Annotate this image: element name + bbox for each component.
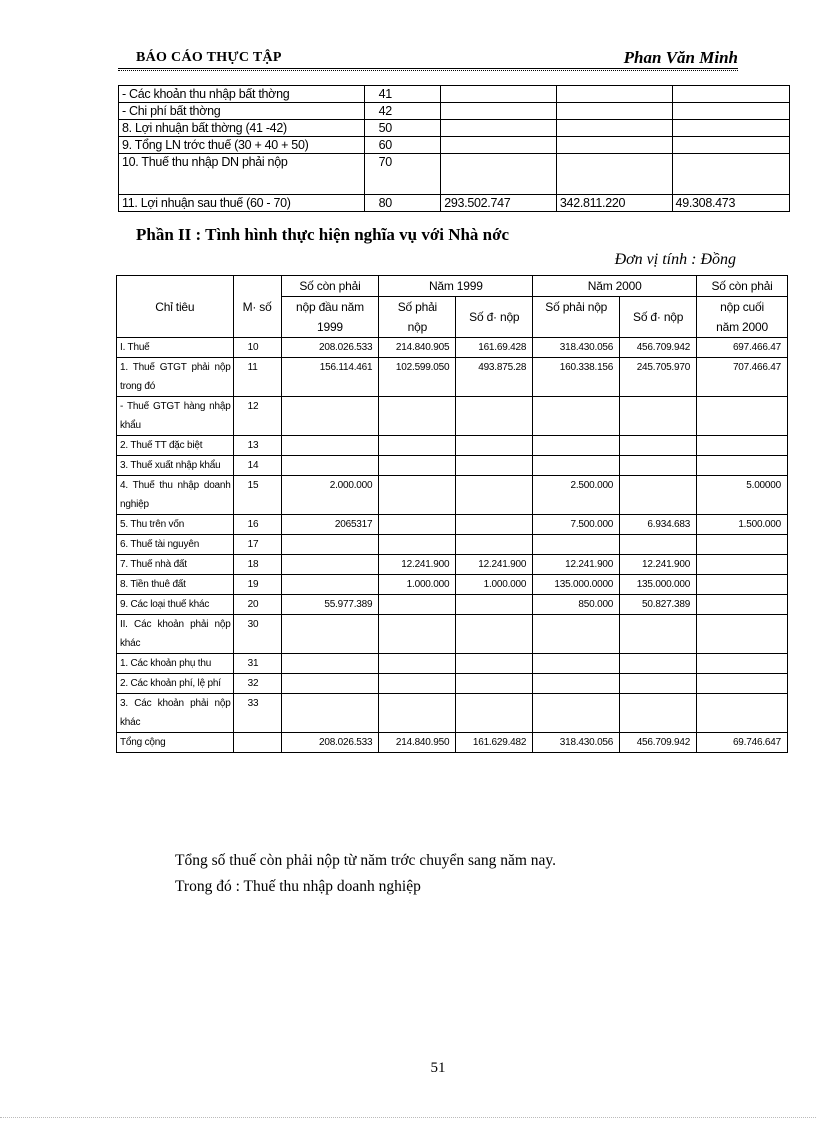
value-cell: 49.308.473	[672, 195, 789, 212]
value-cell: 1.000.000	[379, 575, 456, 595]
value-cell: 214.840.950	[379, 733, 456, 753]
value-cell: 493.875.28	[456, 358, 533, 397]
row-label: 9. Tổng LN trớc thuế (30 + 40 + 50)	[119, 137, 365, 154]
value-cell	[456, 476, 533, 515]
value-cell	[620, 456, 697, 476]
table-row	[117, 615, 788, 654]
value-cell: 12.241.900	[533, 555, 620, 575]
table-row	[117, 694, 788, 733]
value-cell: 208.026.533	[281, 338, 379, 358]
value-cell: 135.000.000	[620, 575, 697, 595]
value-cell: 12.241.900	[620, 555, 697, 575]
row-code: 18	[233, 555, 281, 575]
value-cell: 245.705.970	[620, 358, 697, 397]
header-payable-1999: nộp	[379, 317, 456, 338]
table-row	[117, 654, 788, 674]
row-code: 31	[233, 654, 281, 674]
value-cell: 161.629.482	[456, 733, 533, 753]
value-cell	[697, 555, 788, 575]
row-code: 33	[233, 694, 281, 733]
value-cell: 456.709.942	[620, 338, 697, 358]
footer-divider	[0, 1117, 816, 1118]
table-row	[117, 476, 788, 515]
value-cell	[697, 694, 788, 733]
value-cell	[533, 674, 620, 694]
value-cell	[620, 674, 697, 694]
value-cell	[556, 137, 672, 154]
income-statement-table	[118, 85, 790, 212]
value-cell: 1.500.000	[697, 515, 788, 535]
value-cell	[379, 436, 456, 456]
header-remaining-start: Số còn phải	[281, 276, 379, 297]
header-payable-1999: Số phải	[379, 297, 456, 318]
row-code: 13	[233, 436, 281, 456]
row-label: 1. Thuế GTGT phải nộp trong đó	[117, 358, 234, 397]
row-code: 12	[233, 397, 281, 436]
value-cell: 214.840.905	[379, 338, 456, 358]
row-label: 3. Các khoản phải nộp khác	[117, 694, 234, 733]
value-cell: 156.114.461	[281, 358, 379, 397]
row-code: 17	[233, 535, 281, 555]
table-row	[117, 397, 788, 436]
table-row	[117, 515, 788, 535]
row-code: 20	[233, 595, 281, 615]
header-code: M· số	[233, 276, 281, 338]
value-cell	[281, 555, 379, 575]
row-code: 60	[364, 137, 441, 154]
value-cell: 102.599.050	[379, 358, 456, 397]
value-cell	[697, 595, 788, 615]
note-line: Trong đó : Thuế thu nhập doanh nghiệp	[175, 878, 421, 895]
value-cell: 2.500.000	[533, 476, 620, 515]
value-cell	[672, 103, 789, 120]
row-code: 30	[233, 615, 281, 654]
value-cell	[533, 654, 620, 674]
row-label: 11. Lợi nhuận sau thuế (60 - 70)	[119, 195, 365, 212]
table-row	[117, 436, 788, 456]
header-year-1999: Năm 1999	[379, 276, 533, 297]
value-cell: 318.430.056	[533, 733, 620, 753]
value-cell	[379, 674, 456, 694]
row-label: 7. Thuế nhà đất	[117, 555, 234, 575]
header-year-2000: Năm 2000	[533, 276, 697, 297]
table-row	[119, 86, 790, 103]
value-cell: 208.026.533	[281, 733, 379, 753]
value-cell	[672, 137, 789, 154]
value-cell	[697, 456, 788, 476]
table-row	[119, 120, 790, 137]
row-label: 6. Thuế tài nguyên	[117, 535, 234, 555]
value-cell	[697, 575, 788, 595]
value-cell	[281, 694, 379, 733]
table-row	[119, 103, 790, 120]
value-cell	[379, 595, 456, 615]
value-cell	[379, 535, 456, 555]
table-row	[117, 456, 788, 476]
page-number: 51	[430, 1060, 446, 1076]
value-cell	[379, 476, 456, 515]
header-remaining-start: nộp đầu năm	[281, 297, 379, 318]
value-cell	[620, 615, 697, 654]
value-cell	[281, 436, 379, 456]
tax-obligation-table	[116, 275, 788, 753]
value-cell	[533, 694, 620, 733]
total-row	[117, 733, 788, 753]
table-row	[119, 137, 790, 154]
row-code: 19	[233, 575, 281, 595]
value-cell: 456.709.942	[620, 733, 697, 753]
value-cell: 2065317	[281, 515, 379, 535]
author-name: Phan Văn Minh	[623, 48, 738, 67]
table-row	[117, 338, 788, 358]
value-cell	[281, 535, 379, 555]
header-payable-2000: Số phải nộp	[533, 297, 620, 318]
value-cell: 161.69.428	[456, 338, 533, 358]
value-cell	[556, 154, 672, 195]
table-row	[117, 575, 788, 595]
header-payable-2000-blank	[533, 317, 620, 338]
value-cell	[281, 575, 379, 595]
row-label: 4. Thuế thu nhập doanh nghiệp	[117, 476, 234, 515]
row-label: 2. Thuế TT đặc biệt	[117, 436, 234, 456]
value-cell	[697, 674, 788, 694]
header-remaining-end: năm 2000	[697, 317, 788, 338]
value-cell: 135.000.0000	[533, 575, 620, 595]
row-code: 80	[364, 195, 441, 212]
value-cell	[281, 615, 379, 654]
value-cell: 293.502.747	[441, 195, 557, 212]
unit-label: Đơn vị tính : Đồng	[614, 251, 736, 268]
table-row	[119, 154, 790, 195]
row-code: 41	[364, 86, 441, 103]
value-cell	[697, 535, 788, 555]
table-row	[119, 195, 790, 212]
value-cell	[441, 103, 557, 120]
value-cell	[379, 456, 456, 476]
value-cell: 50.827.389	[620, 595, 697, 615]
value-cell	[556, 103, 672, 120]
row-label: 2. Các khoản phí, lệ phí	[117, 674, 234, 694]
value-cell: 1.000.000	[456, 575, 533, 595]
row-code: 32	[233, 674, 281, 694]
row-label: 8. Lợi nhuận bất thờng (41 -42)	[119, 120, 365, 137]
value-cell	[620, 694, 697, 733]
value-cell: 707.466.47	[697, 358, 788, 397]
row-label: 1. Các khoản phụ thu	[117, 654, 234, 674]
row-label: 5. Thu trên vốn	[117, 515, 234, 535]
value-cell	[533, 615, 620, 654]
row-code: 16	[233, 515, 281, 535]
value-cell: 850.000	[533, 595, 620, 615]
value-cell	[441, 120, 557, 137]
header-remaining-start: 1999	[281, 317, 379, 338]
value-cell	[456, 615, 533, 654]
row-label: 10. Thuế thu nhập DN phải nộp	[119, 154, 365, 195]
row-label: 8. Tiền thuê đất	[117, 575, 234, 595]
value-cell	[281, 397, 379, 436]
header-remaining-end: Số còn phải	[697, 276, 788, 297]
note-line: Tổng số thuế còn phải nộp từ năm trớc chuyển sang năm nay.	[175, 852, 557, 869]
value-cell: 12.241.900	[379, 555, 456, 575]
value-cell: 160.338.156	[533, 358, 620, 397]
value-cell: 5.00000	[697, 476, 788, 515]
row-label: 3. Thuế xuất nhập khẩu	[117, 456, 234, 476]
value-cell	[441, 137, 557, 154]
value-cell	[533, 535, 620, 555]
value-cell	[456, 515, 533, 535]
value-cell	[456, 654, 533, 674]
report-title: BÁO CÁO THỰC TẬP	[136, 50, 282, 65]
value-cell	[620, 397, 697, 436]
value-cell	[620, 535, 697, 555]
value-cell	[379, 615, 456, 654]
row-label: - Thuế GTGT hàng nhập khẩu	[117, 397, 234, 436]
row-code	[233, 733, 281, 753]
value-cell	[697, 615, 788, 654]
header-indicator: Chỉ tiêu	[117, 276, 234, 338]
value-cell	[697, 436, 788, 456]
header-divider	[118, 68, 738, 71]
value-cell	[456, 436, 533, 456]
value-cell	[672, 154, 789, 195]
value-cell	[456, 674, 533, 694]
value-cell	[697, 397, 788, 436]
value-cell	[379, 397, 456, 436]
table-row	[117, 595, 788, 615]
value-cell	[456, 694, 533, 733]
value-cell: 318.430.056	[533, 338, 620, 358]
value-cell: 55.977.389	[281, 595, 379, 615]
value-cell: 2.000.000	[281, 476, 379, 515]
row-label: - Chi phí bất thờng	[119, 103, 365, 120]
row-code: 50	[364, 120, 441, 137]
value-cell	[456, 595, 533, 615]
value-cell	[281, 456, 379, 476]
row-code: 42	[364, 103, 441, 120]
value-cell	[620, 654, 697, 674]
value-cell	[281, 654, 379, 674]
value-cell	[672, 86, 789, 103]
row-code: 70	[364, 154, 441, 195]
value-cell: 12.241.900	[456, 555, 533, 575]
row-label: II. Các khoản phải nộp khác	[117, 615, 234, 654]
value-cell	[379, 515, 456, 535]
value-cell	[533, 397, 620, 436]
value-cell	[441, 86, 557, 103]
value-cell	[379, 654, 456, 674]
value-cell	[441, 154, 557, 195]
value-cell	[281, 674, 379, 694]
header-remaining-end: nộp cuối	[697, 297, 788, 318]
table-row	[117, 535, 788, 555]
value-cell	[556, 120, 672, 137]
value-cell	[456, 535, 533, 555]
row-code: 11	[233, 358, 281, 397]
value-cell: 7.500.000	[533, 515, 620, 535]
value-cell	[556, 86, 672, 103]
value-cell: 342.811.220	[556, 195, 672, 212]
value-cell: 69.746.647	[697, 733, 788, 753]
value-cell	[697, 654, 788, 674]
value-cell	[672, 120, 789, 137]
row-code: 10	[233, 338, 281, 358]
row-code: 14	[233, 456, 281, 476]
value-cell: 697.466.47	[697, 338, 788, 358]
value-cell	[533, 456, 620, 476]
value-cell	[379, 694, 456, 733]
row-code: 15	[233, 476, 281, 515]
value-cell	[456, 456, 533, 476]
row-label: Tổng cộng	[117, 733, 234, 753]
header-row	[117, 276, 788, 297]
value-cell	[620, 476, 697, 515]
row-label: - Các khoản thu nhập bất thờng	[119, 86, 365, 103]
header-paid-2000: Số đ· nộp	[620, 297, 697, 338]
header-paid-1999: Số đ· nộp	[456, 297, 533, 338]
section-title: Phần II : Tình hình thực hiện nghĩa vụ với Nhà nớc	[136, 225, 510, 244]
value-cell	[620, 436, 697, 456]
value-cell	[456, 397, 533, 436]
row-label: I. Thuế	[117, 338, 234, 358]
value-cell: 6.934.683	[620, 515, 697, 535]
row-label: 9. Các loại thuế khác	[117, 595, 234, 615]
table-row	[117, 358, 788, 397]
value-cell	[533, 436, 620, 456]
table-row	[117, 555, 788, 575]
table-row	[117, 674, 788, 694]
